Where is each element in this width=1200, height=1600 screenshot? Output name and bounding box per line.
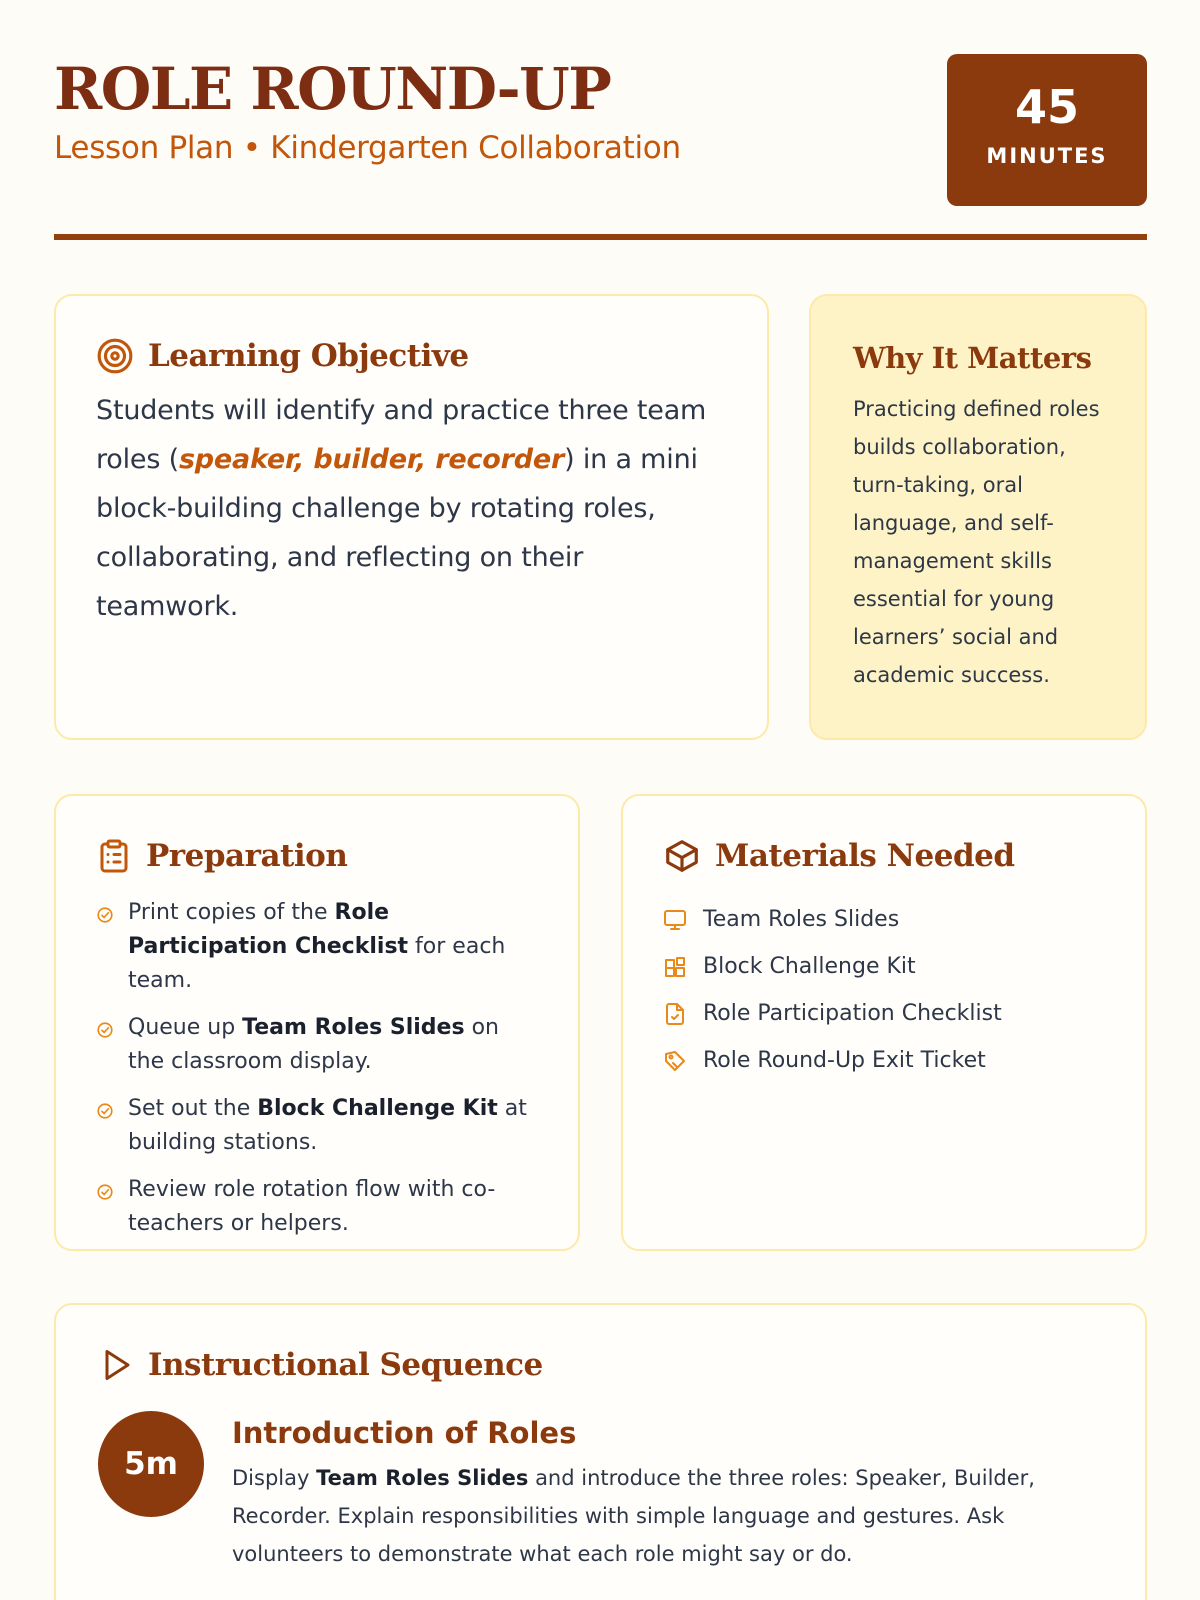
check-circle-icon (96, 1183, 116, 1241)
preparation-list (96, 896, 538, 1241)
instructional-sequence-title: Instructional Sequence (148, 1347, 543, 1383)
list-item (96, 1173, 538, 1241)
presentation-icon (663, 908, 689, 932)
header (54, 52, 1147, 242)
check-circle-icon (96, 1102, 116, 1160)
list-item (663, 943, 1105, 990)
why-it-matters-text: Practicing defined roles builds collaboration, turn-taking, oral language, and self-management skills essential for young learners’ social and academic success. (853, 397, 1100, 687)
ticket-icon (663, 1049, 689, 1073)
sequence-step (98, 1411, 1103, 1573)
material-label: Role Round-Up Exit Ticket (703, 1048, 986, 1073)
duration-badge (947, 54, 1147, 206)
list-item (663, 896, 1105, 943)
prep-text: on the classroom display. (128, 1015, 499, 1074)
learning-objective-text (96, 386, 727, 631)
list-item (96, 896, 538, 998)
objective-text-end: ) in a mini block-building challenge by rotating roles, collaborating, and reflecting on their teamwork. (96, 444, 698, 622)
clipboard-list-icon (96, 838, 132, 874)
file-check-icon (663, 1002, 689, 1026)
why-it-matters-card (809, 294, 1147, 740)
prep-bold: Team Roles Slides (242, 1015, 465, 1040)
preparation-card (54, 794, 580, 1251)
prep-bold: Role Participation Checklist (128, 900, 409, 959)
preparation-title: Preparation (146, 838, 348, 874)
list-item (663, 1037, 1105, 1084)
prep-text: Print copies of the (128, 900, 335, 925)
prep-text: Queue up (128, 1015, 243, 1040)
prep-text: Review role rotation flow with co-teachers or helpers. (128, 1177, 496, 1236)
objective-text-start: Students will identify and practice three team roles ( (96, 395, 707, 475)
list-item (96, 1011, 538, 1079)
play-icon (98, 1347, 134, 1383)
material-label: Team Roles Slides (703, 907, 900, 932)
check-circle-icon (96, 906, 116, 998)
step-bold: Team Roles Slides (316, 1466, 529, 1490)
target-icon (96, 337, 134, 375)
prep-text: Set out the (128, 1096, 258, 1121)
prep-text: at building stations. (128, 1096, 527, 1155)
duration-value: 45 (1014, 80, 1079, 134)
material-label: Role Participation Checklist (703, 1001, 1002, 1026)
objective-roles-emphasis: speaker, builder, recorder (178, 444, 565, 475)
material-label: Block Challenge Kit (703, 954, 916, 979)
step-text: Display (232, 1466, 317, 1490)
materials-card (621, 794, 1147, 1251)
prep-text: for each team. (128, 934, 506, 993)
check-circle-icon (96, 1021, 116, 1079)
page-title: ROLE ROUND-UP (54, 55, 611, 123)
duration-unit: MINUTES (986, 144, 1108, 168)
blocks-icon (663, 955, 689, 979)
list-item (96, 1092, 538, 1160)
box-icon (663, 837, 701, 875)
why-it-matters-title: Why It Matters (853, 341, 1092, 375)
step-time-badge: 5m (98, 1411, 204, 1517)
prep-bold: Block Challenge Kit (257, 1096, 498, 1121)
step-description (232, 1459, 1103, 1573)
page-subtitle: Lesson Plan • Kindergarten Collaboration (54, 130, 681, 166)
header-divider (54, 234, 1147, 240)
materials-list (663, 896, 1105, 1084)
step-text: and introduce the three roles: Speaker, Builder, Recorder. Explain responsibilities with simple language and gestures. Ask volunteers to demonstrate what each role might say or do. (232, 1466, 1035, 1566)
list-item (663, 990, 1105, 1037)
learning-objective-card (54, 294, 769, 740)
step-title: Introduction of Roles (232, 1416, 577, 1450)
learning-objective-title: Learning Objective (148, 338, 469, 374)
materials-title: Materials Needed (715, 838, 1015, 874)
instructional-sequence-card (54, 1303, 1147, 1600)
